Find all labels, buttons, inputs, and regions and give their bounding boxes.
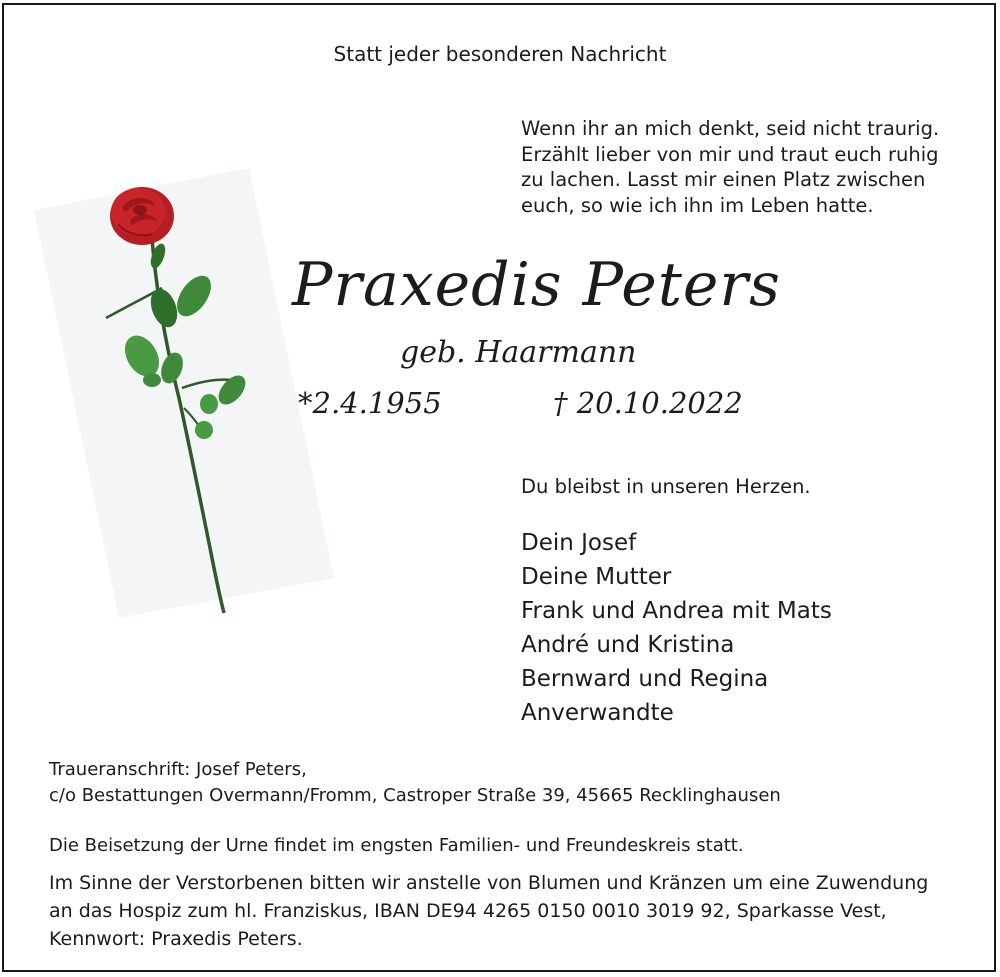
red-rose-icon bbox=[34, 168, 334, 618]
quote-block bbox=[521, 116, 939, 218]
quote-line: Wenn ihr an mich denkt, seid nicht traurig. bbox=[521, 117, 940, 140]
header-title: Statt jeder besonderen Nachricht bbox=[333, 42, 667, 66]
donation-line: an das Hospiz zum hl. Franziskus, IBAN DE94 4265 0150 0010 3019 92, Sparkasse Vest, bbox=[49, 900, 887, 922]
maiden-name: geb. Haarmann bbox=[400, 335, 637, 370]
mourning-address bbox=[49, 757, 781, 808]
burial-notice: Die Beisetzung der Urne findet im engsten Familien- und Freundeskreis statt. bbox=[49, 835, 744, 856]
death-date: † 20.10.2022 bbox=[553, 386, 743, 420]
family-member: Dein Josef bbox=[521, 530, 637, 556]
address-line: Traueranschrift: Josef Peters, bbox=[49, 759, 307, 780]
family-member: Anverwandte bbox=[521, 700, 674, 726]
donation-line: Im Sinne der Verstorbenen bitten wir anstelle von Blumen und Kränzen um eine Zuwendung bbox=[49, 872, 929, 894]
donation-line: Kennwort: Praxedis Peters. bbox=[49, 928, 303, 950]
deceased-name: Praxedis Peters bbox=[292, 250, 781, 320]
family-list bbox=[521, 526, 832, 730]
quote-line: euch, so wie ich ihn im Leben hatte. bbox=[521, 193, 874, 217]
family-member: Frank und Andrea mit Mats bbox=[521, 598, 832, 624]
family-member: Deine Mutter bbox=[521, 564, 672, 590]
birth-date: *2.4.1955 bbox=[298, 386, 442, 420]
address-line: c/o Bestattungen Overmann/Fromm, Castroper Straße 39, 45665 Recklinghausen bbox=[49, 784, 781, 806]
quote-line: zu lachen. Lasst mir einen Platz zwischen bbox=[521, 168, 926, 191]
family-member: André und Kristina bbox=[521, 632, 735, 658]
family-member: Bernward und Regina bbox=[521, 666, 769, 692]
motto-text: Du bleibst in unseren Herzen. bbox=[521, 475, 811, 498]
quote-line: Erzählt lieber von mir und traut euch ruhig bbox=[521, 142, 939, 166]
donation-notice bbox=[49, 869, 928, 953]
